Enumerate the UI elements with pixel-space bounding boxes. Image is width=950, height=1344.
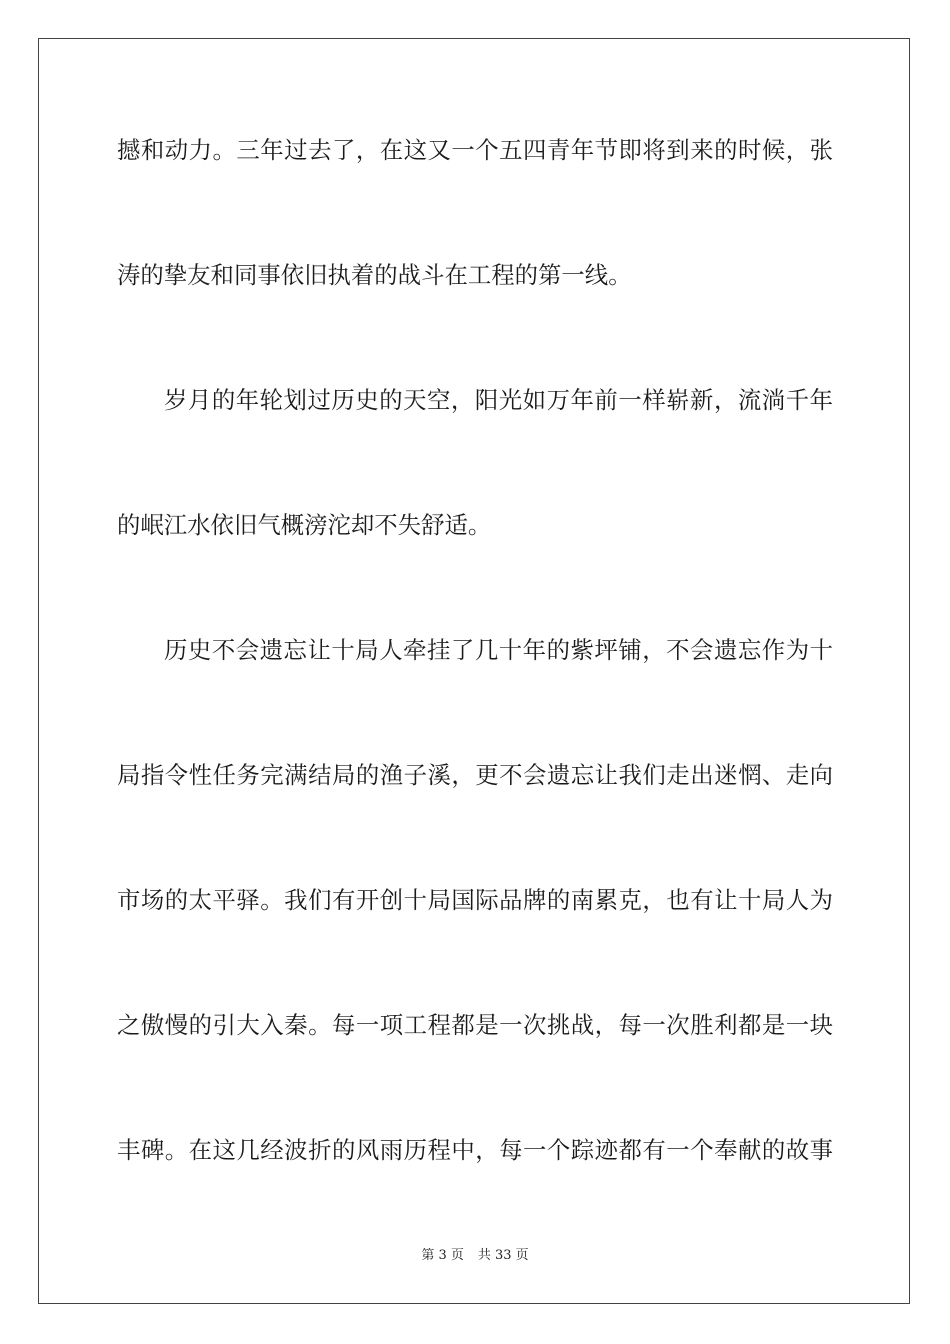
text-line-4: 的岷江水依旧气概滂沱却不失舒适。 [117,511,492,539]
text-line-9: 丰碑。在这几经波折的风雨历程中，每一个踪迹都有一个奉献的故事 [117,1136,833,1164]
page-number: 第 3 页 [421,1248,464,1263]
paragraph-start-line-5: 历史不会遗忘让十局人牵挂了几十年的紫坪铺，不会遗忘作为十 [164,636,833,664]
text-line-6: 局指令性任务完满结局的渔子溪，更不会遗忘让我们走出迷惘、走向 [117,761,833,789]
text-line-2: 涛的挚友和同事依旧执着的战斗在工程的第一线。 [117,261,632,289]
page-footer [0,1247,950,1265]
paragraph-start-line-3: 岁月的年轮划过历史的天空，阳光如万年前一样崭新，流淌千年 [164,386,833,414]
text-line-7: 市场的太平驿。我们有开创十局国际品牌的南累克，也有让十局人为 [117,886,833,914]
page-border [38,38,910,1304]
text-line-8: 之傲慢的引大入秦。每一项工程都是一次挑战，每一次胜利都是一块 [117,1011,833,1039]
page-total: 共 33 页 [477,1248,529,1263]
text-line-1: 撼和动力。三年过去了，在这又一个五四青年节即将到来的时候，张 [117,136,833,164]
